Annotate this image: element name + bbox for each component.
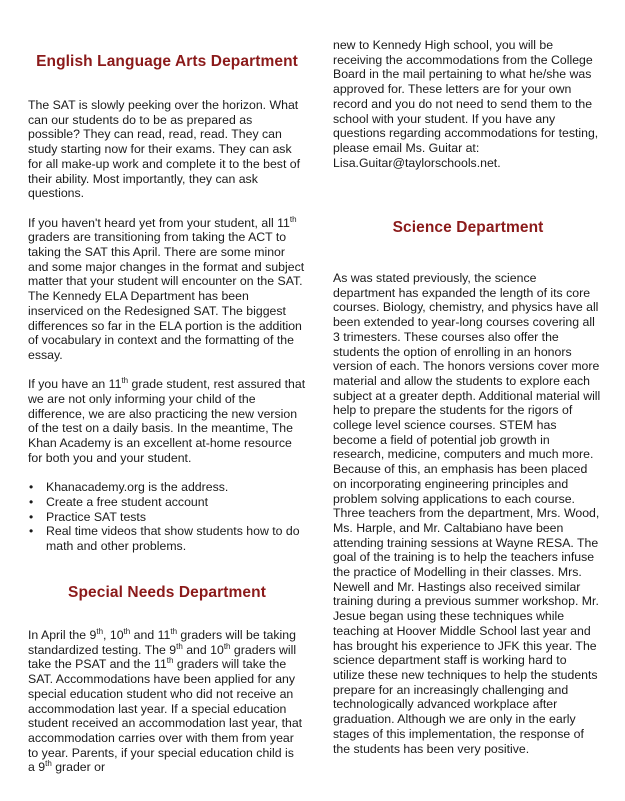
special-needs-continued-paragraph: new to Kennedy High school, you will be receiving the accommodations from the College Board in the mail pertaining to what he/she was approved for. These letters are for your own record and you do not need to send them to the school with your student. If you have any questions regarding accommodations for testing, please email Ms. Guitar at: Lisa.Guitar@taylorschools.net.: [333, 38, 599, 170]
list-item: • Create a free student account: [44, 495, 306, 510]
list-item: • Practice SAT tests: [44, 510, 306, 525]
special-needs-paragraph: In April the 9th, 10th and 11th graders will be taking standardized testing. The 9th and 10th graders will take the PSAT and the 11th graders will take the SAT. Accommodations have been applied for any special education student who did not receive an accommodation last year. If a special education student received an accommodation last year, that accommodation carries over with them from year to year. Parents, if your special education child is a 9th grader or: [28, 626, 303, 775]
list-item: • Khanacademy.org is the address.: [44, 480, 306, 495]
ela-resource-list: [28, 480, 306, 554]
ela-paragraph-1: The SAT is slowly peeking over the horizon. What can our students do to be as prepared as possible? They can read, read, read. They can study starting now for their exams. They can ask for all make-up work and complete it to the best of their ability. Most importantly, they can ask questions.: [28, 98, 301, 201]
science-paragraph: As was stated previously, the science department has expanded the length of its core courses. Biology, chemistry, and physics have all been extended to year-long courses covering all 3 trimesters. These courses also offer the students the option of enrolling in an honors version of each. The honors versions cover more material and allow the students to explore each subject at a greater depth. Additional material will help to prepare the students for the rigors of college level science courses. STEM has become a field of potential job growth in research, medicine, computers and much more. Because of this, an emphasis has been placed on incorporating engineering principles and problem solving applications to each course. Three teachers from the department, Mrs. Wood, Ms. Harple, and Mr. Caltabiano have been attending training sessions at Wayne RESA. The goal of the training is to help the teachers infuse the practice of Modelling in their classes. Mrs. Newell and Mr. Hastings also received similar training during a previous summer workshop. Mr. Jesue began using these techniques while teaching at Hoover Middle School last year and has brought his experience to JFK this year. The science department staff is working hard to utilize these new techniques to help the students prepare for an increasingly challenging and technologically advanced workplace after graduation. Although we are only in the early stages of this implementation, the response of the students has been very positive.: [333, 271, 601, 756]
science-heading: Science Department: [392, 219, 544, 236]
special-needs-section: [28, 628, 303, 790]
list-item: • Real time videos that show students how to do math and other problems.: [44, 524, 306, 553]
ela-paragraph-2: If you haven't heard yet from your student, all 11th graders are transitioning from taking the ACT to taking the SAT this April. There are some minor and some major changes in the format and subject matter that your student will encounter on the SAT. The Kennedy ELA Department has been inserviced on the Redesigned SAT. The biggest differences so far in the ELA portion is the addition of vocabulary in context and the formatting of the essay.: [28, 214, 305, 362]
special-needs-continued: [333, 38, 603, 185]
ela-paragraph-3: If you have an 11th grade student, rest assured that we are not only informing your child of the difference, we are also practicing the new version of the test on a daily basis. In the meantime, The Khan Academy is an excellent at-home resource for both you and your student.: [28, 376, 306, 465]
science-section: [333, 271, 601, 771]
ela-section: [28, 98, 306, 554]
special-needs-heading: Special Needs Department: [68, 584, 266, 601]
ela-heading: English Language Arts Department: [36, 53, 298, 70]
